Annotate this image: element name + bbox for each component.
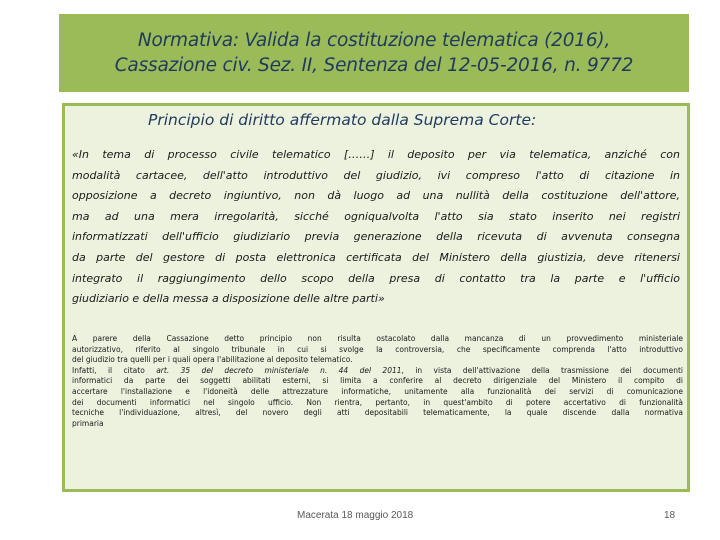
commentary-text: , in vista dell'attivazione della trasmissione dei documenti (401, 365, 683, 375)
commentary-line: accertare l'installazione e l'idoneità delle attrezzature informatiche, unitamente alla funzionalità dei servizi di comunicazione (72, 386, 683, 396)
commentary-line: A parere della Cassazione detto principio non risulta ostacolato dalla mancanza di un provvedimento ministeriale (72, 334, 683, 343)
principle-quote (72, 145, 680, 310)
quote-line: opposizione a decreto ingiuntivo, non dà luogo ad una nullità della costituzione dell'attore, (72, 189, 680, 203)
footer-date: Macerata 18 maggio 2018 (297, 510, 414, 521)
quote-line: ma ad una mera irregolarità, sicché ogniqualvolta l'atto sia stato inserito nei registri (72, 209, 680, 223)
commentary-line: primaria (72, 418, 104, 428)
quote-line: da parte del gestore di posta elettronica certificata del Ministero della giustizia, deve ritenersi (72, 250, 680, 264)
commentary-line: autorizzativo, riferito al singolo tribunale in cui si svolge la controversia, che specificamente comprenda l'atto introduttivo (72, 344, 683, 354)
quote-line: modalità cartacee, dell'atto introduttivo del giudizio, ivi compreso l'atto di citazione in (72, 168, 680, 182)
slide-title-line-1: Normativa: Valida la costituzione telematica (2016), (137, 30, 611, 51)
slide-title-box (59, 14, 689, 92)
commentary-text: Infatti, il citato (72, 365, 157, 375)
quote-line: informatizzati dell'ufficio giudiziario previa generazione della ricevuta di avvenuta consegna (72, 230, 680, 244)
slide-title-line-2: Cassazione civ. Sez. II, Sentenza del 12-05-2016, n. 9772 (114, 55, 634, 76)
commentary-line: informatici da parte dei soggetti abilitati esterni, si limita a conferire al decreto dirigenziale del Ministero il compito di (72, 376, 683, 386)
commentary (72, 334, 683, 429)
legal-reference: art. 35 del decreto ministeriale n. 44 del 2011 (156, 365, 402, 375)
quote-line: integrato il raggiungimento dello scopo della presa di contatto tra la parte e l'ufficio (72, 271, 680, 285)
commentary-line: tecniche l'individuazione, altresì, del novero degli atti depositabili telematicamente, la quale discende dalla normativa (72, 408, 683, 418)
principle-heading: Principio di diritto affermato dalla Suprema Corte: (148, 111, 537, 129)
quote-line: «In tema di processo civile telematico [……] il deposito per via telematica, anziché con (72, 148, 680, 161)
commentary-line: dei documenti informatici nel singolo ufficio. Non rientra, pertanto, in quest'ambito di potere accertativo di funzionalità (72, 397, 683, 407)
quote-line: giudiziario e della messa a disposizione delle altre parti» (72, 292, 385, 306)
page-number: 18 (664, 510, 676, 521)
commentary-line-with-reference (72, 366, 683, 377)
content-box (62, 103, 690, 492)
commentary-line: del giudizio tra quelli per i quali opera l'abilitazione al deposito telematico. (72, 355, 353, 365)
